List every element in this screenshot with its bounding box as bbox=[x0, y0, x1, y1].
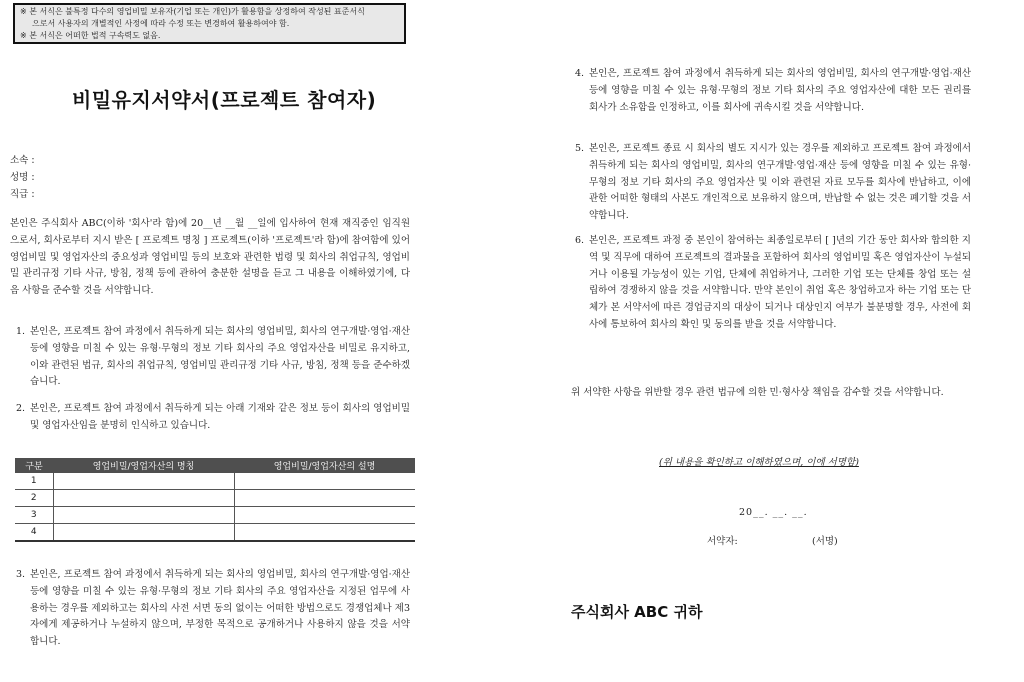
clause-text: 본인은, 프로젝트 참여 과정에서 취득하게 되는 회사의 영업비밀, 회사의 연구개발·영업·재산 등에 영향을 미칠 수 있는 유형·무형의 정보 기타 회사의 주요 영업자산을 지정된 업무에 사용하는 경우를 제외하고는 회사의 사전 서면 동의 없이는 어떠한 방법으로도 경쟁업체나 제3자에게 제공하거나 누설하지 않으며, 부정한 목적으로 공개하거나 사용하지 않을 것을 서약합니다. bbox=[30, 569, 410, 648]
signature-field[interactable]: (서명) bbox=[812, 536, 838, 547]
secret-description-cell[interactable] bbox=[234, 490, 415, 507]
clause-3 bbox=[16, 567, 410, 652]
clause-number: 1. bbox=[16, 326, 26, 337]
column-header: 영업비밀/영업자산의 명칭 bbox=[53, 458, 234, 473]
clause-text: 본인은, 프로젝트 참여 과정에서 취득하게 되는 회사의 영업비밀, 회사의 연구개발·영업·재산 등에 영향을 미칠 수 있는 유형·무형의 정보 기타 회사의 주요 영업자산을 비밀로 유지하고, 이와 관련된 법규, 회사의 취업규칙, 영업비밀 관리규정 기타 사규, 방침, 정책 등을 준수하겠습니다. bbox=[30, 326, 410, 388]
clause-6 bbox=[575, 233, 971, 351]
closing-statement: 위 서약한 사항을 위반할 경우 관련 법규에 의한 민·형사상 책임을 감수할 것을 서약합니다. bbox=[571, 387, 944, 398]
table-row bbox=[15, 507, 415, 524]
clause-5 bbox=[575, 141, 971, 226]
affiliation-field: 소속 : bbox=[10, 155, 35, 166]
secret-description-cell[interactable] bbox=[234, 507, 415, 524]
signature-date[interactable]: 20__. __. __. bbox=[739, 507, 808, 518]
table-row bbox=[15, 473, 415, 490]
document-title: 비밀유지서약서(프로젝트 참여자) bbox=[72, 88, 377, 112]
row-number: 2 bbox=[15, 490, 53, 507]
row-number: 1 bbox=[15, 473, 53, 490]
clause-1 bbox=[16, 324, 410, 392]
disclaimer-notice bbox=[13, 3, 406, 44]
clause-number: 6. bbox=[575, 235, 585, 246]
intro-paragraph: 본인은 주식회사 ABC(이하 '회사'라 함)에 20__년 __월 __일에 입사하여 현재 재직중인 임직원으로서, 회사로부터 지시 받은 [ 프로젝트 명칭 ] 프로젝트(이하 '프로젝트'라 함)에 참여함에 있어 영업비밀 및 영업자산의 중요성과 영업비밀 등의 보호와 관련한 법령 및 회사의 취업규칙, 영업비밀 관리규정 기타 사규, 방침, 정책 등에 관하여 충분한 설명을 듣고 그 내용을 이해하였기에, 다음 사항을 준수할 것을 서약합니다. bbox=[10, 218, 410, 297]
secret-name-cell[interactable] bbox=[53, 524, 234, 542]
table-row bbox=[15, 524, 415, 542]
clause-number: 2. bbox=[16, 403, 26, 414]
secret-name-cell[interactable] bbox=[53, 507, 234, 524]
clause-number: 3. bbox=[16, 569, 26, 580]
notice-line: ※ 본 서식은 어떠한 법적 구속력도 없음. bbox=[20, 31, 161, 40]
clause-text: 본인은, 프로젝트 참여 과정에서 취득하게 되는 회사의 영업비밀, 회사의 연구개발·영업·재산 등에 영향을 미칠 수 있는 유형·무형의 정보 기타 회사의 주요 영업자산에 대한 모든 권리를 회사가 소유함을 인정하고, 이를 회사에 귀속시킬 것을 서약합니다. bbox=[589, 68, 971, 113]
name-field: 성명 : bbox=[10, 172, 35, 183]
notice-line: ※ 본 서식은 불특정 다수의 영업비밀 보유자(기업 또는 개인)가 활용함을 상정하여 작성된 표준서식 bbox=[20, 7, 365, 16]
trade-secret-table bbox=[15, 458, 415, 542]
column-header: 영업비밀/영업자산의 설명 bbox=[234, 458, 415, 473]
clause-text: 본인은, 프로젝트 종료 시 회사의 별도 지시가 있는 경우를 제외하고 프로젝트 참여 과정에서 취득하게 되는 회사의 영업비밀, 회사의 연구개발·영업·재산 등에 영향을 미칠 수 있는 유형·무형의 정보 기타 회사의 주요 영업자산 및 이와 관련된 자료 모두를 회사에 반납하고, 이에 관한 어떠한 형태의 사본도 개인적으로 보유하지 않으며, 반납할 수 없는 것은 폐기할 것을 서약합니다. bbox=[589, 143, 971, 222]
recipient-line: 주식회사 ABC 귀하 bbox=[571, 603, 703, 621]
row-number: 4 bbox=[15, 524, 53, 542]
clause-4 bbox=[575, 66, 971, 134]
secret-name-cell[interactable] bbox=[53, 490, 234, 507]
signer-label: 서약자: bbox=[707, 536, 738, 547]
clause-number: 4. bbox=[575, 68, 585, 79]
secret-description-cell[interactable] bbox=[234, 524, 415, 542]
table-row bbox=[15, 490, 415, 507]
table-header-row bbox=[15, 458, 415, 473]
secret-description-cell[interactable] bbox=[234, 473, 415, 490]
clause-number: 5. bbox=[575, 143, 585, 154]
column-header: 구분 bbox=[15, 458, 53, 473]
secret-name-cell[interactable] bbox=[53, 473, 234, 490]
clause-2 bbox=[16, 401, 410, 437]
confirmation-statement: (위 내용을 확인하고 이해하였으며, 이에 서명함) bbox=[659, 457, 859, 468]
clause-text: 본인은, 프로젝트 참여 과정에서 취득하게 되는 아래 기재와 같은 정보 등이 회사의 영업비밀 및 영업자산임을 분명히 인식하고 있습니다. bbox=[30, 403, 410, 431]
notice-line: 으로서 사용자의 개별적인 사정에 따라 수정 또는 변경하여 활용하여야 함. bbox=[32, 19, 290, 28]
clause-text: 본인은, 프로젝트 과정 중 본인이 참여하는 최종일로부터 [ ]년의 기간 동안 회사와 합의한 지역 및 직무에 대하여 프로젝트의 결과물을 포함하여 회사의 영업비밀 혹은 영업자산이 누설되거나 이용될 가능성이 있는 기업, 단체에 취업하거나, 그러한 기업 또는 단체를 창업 또는 설립하여 경쟁하지 않을 것을 서약합니다. 만약 본인이 취업 혹은 창업하고자 하는 기업 또는 단체가 본 서약서에 따른 경업금지의 대상이 되거나 대상인지 여부가 불분명할 경우, 사전에 회사에 통보하여 회사의 확인 및 동의를 받을 것을 서약합니다. bbox=[589, 235, 971, 330]
position-field: 직급 : bbox=[10, 189, 35, 200]
row-number: 3 bbox=[15, 507, 53, 524]
